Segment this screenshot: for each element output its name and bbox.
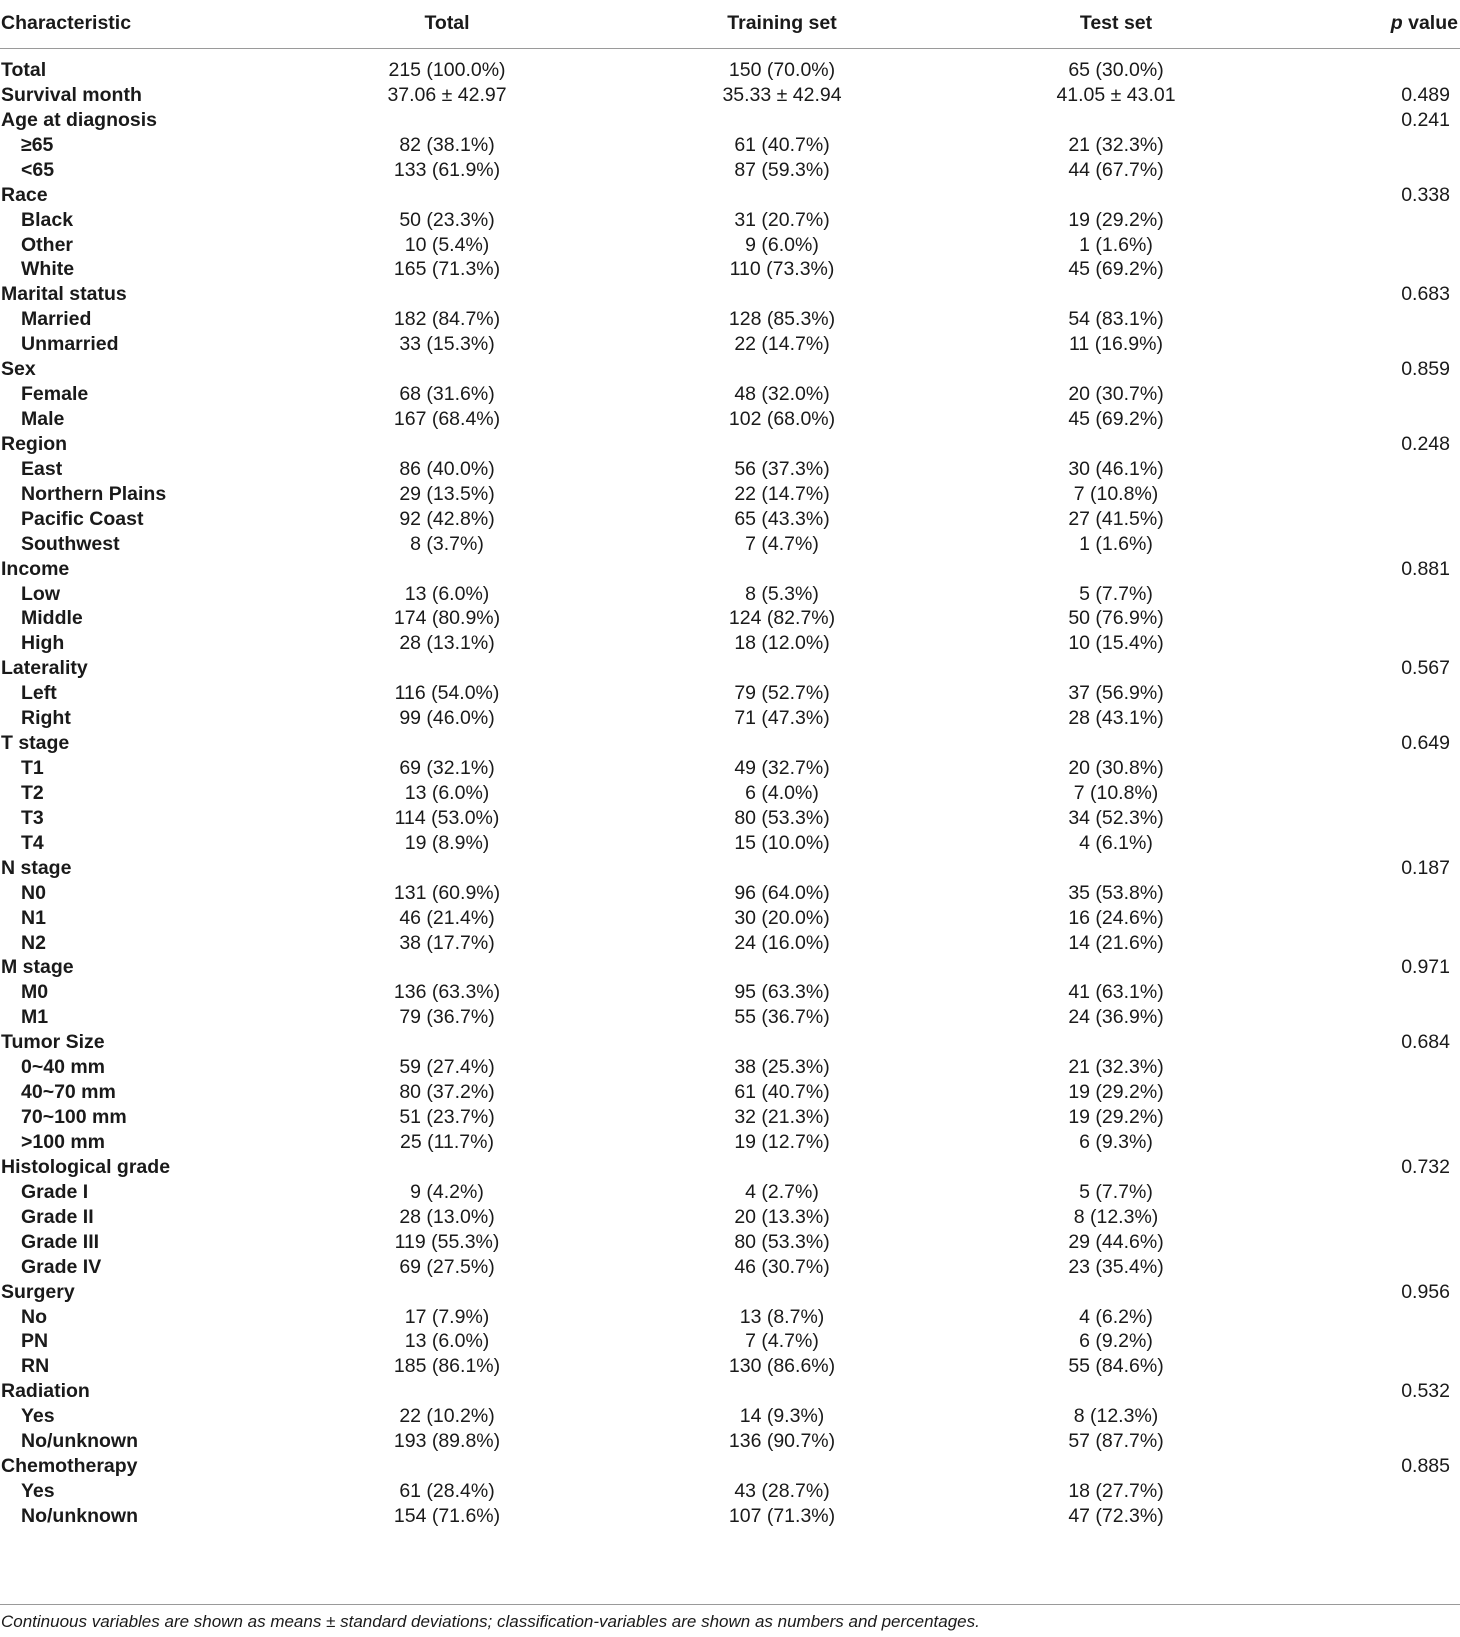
table-row: White 165 (71.3%) 110 (73.3%) 45 (69.2%) [21, 258, 1164, 281]
table-row: 0~40 mm 59 (27.4%) 38 (25.3%) 21 (32.3%) [21, 1056, 1164, 1079]
cell-characteristic: Radiation [1, 1380, 90, 1403]
header-characteristic: Characteristic [1, 12, 132, 34]
cell-characteristic: M1 [21, 1006, 49, 1029]
table-row-category [0, 556, 1460, 582]
cell-characteristic: High [21, 632, 65, 655]
table-row: Middle 174 (80.9%) 124 (82.7%) 50 (76.9%) [21, 607, 1164, 630]
cell-p-value: 0.187 [1401, 856, 1450, 879]
cell-characteristic: Low [21, 582, 60, 605]
cell-characteristic: M stage [1, 956, 74, 979]
cell-p-value: 0.881 [1401, 557, 1450, 580]
header-p-letter: p [1390, 12, 1403, 34]
table-row: Grade III 119 (55.3%) 80 (53.3%) 29 (44.6%) [21, 1230, 1164, 1253]
table-row: No/unknown 154 (71.6%) 107 (71.3%) 47 (72.3%) [21, 1504, 1164, 1527]
table-row-category [0, 855, 1460, 881]
table-row: RN 185 (86.1%) 130 (86.6%) 55 (84.6%) [21, 1355, 1164, 1378]
table-row: >100 mm 25 (11.7%) 19 (12.7%) 6 (9.3%) [21, 1130, 1153, 1153]
cell-characteristic: Chemotherapy [1, 1455, 138, 1478]
cell-characteristic: Northern Plains [21, 482, 167, 505]
table-row: No/unknown 193 (89.8%) 136 (90.7%) 57 (87.7%) [21, 1430, 1164, 1453]
cell-p-value: 0.532 [1401, 1380, 1450, 1403]
cell-characteristic: Grade II [21, 1205, 94, 1228]
cell-p-value: 0.567 [1401, 657, 1450, 680]
cell-p-value: 0.684 [1401, 1031, 1450, 1054]
cell-p-value: 0.971 [1401, 956, 1450, 979]
table-row-category [0, 954, 1460, 980]
cell-characteristic: T1 [21, 757, 44, 780]
table-row: Grade II 28 (13.0%) 20 (13.3%) 8 (12.3%) [21, 1205, 1159, 1228]
table-row-category: Total 215 (100.0%) 150 (70.0%) 65 (30.0%) [1, 59, 1164, 81]
table-row-category: Survival month 37.06 ± 42.97 35.33 ± 42.94 41.05 ± 43.01 0.489 [1, 83, 1450, 106]
cell-characteristic: Race [1, 183, 48, 206]
cell-characteristic: Age at diagnosis [1, 108, 158, 131]
table-row: Black 50 (23.3%) 31 (20.7%) 19 (29.2%) [21, 208, 1164, 231]
cell-characteristic: No [21, 1305, 47, 1328]
cell-characteristic: Female [21, 383, 89, 406]
cell-p-value: 0.489 [1401, 83, 1450, 106]
table-row: Unmarried 33 (15.3%) 22 (14.7%) 11 (16.9%) [21, 333, 1163, 356]
cell-characteristic: Pacific Coast [21, 507, 144, 530]
cell-p-value: 0.683 [1401, 283, 1450, 306]
cell-characteristic: Laterality [1, 657, 88, 680]
header-test-text: Test set [1079, 12, 1153, 34]
cell-p-value: 0.338 [1401, 183, 1450, 206]
cell-characteristic: <65 [21, 158, 55, 181]
table-row-category [0, 356, 1460, 382]
cell-characteristic: No/unknown [21, 1504, 138, 1527]
cell-characteristic: Yes [21, 1480, 55, 1502]
table-row: Male 167 (68.4%) 102 (68.0%) 45 (69.2%) [21, 408, 1164, 431]
table-row-category [0, 655, 1460, 681]
table-row: N0 131 (60.9%) 96 (64.0%) 35 (53.8%) [21, 881, 1164, 904]
cell-characteristic: No/unknown [21, 1430, 138, 1453]
table-row-category [0, 1378, 1460, 1404]
table-row: Right 99 (46.0%) 71 (47.3%) 28 (43.1%) [21, 707, 1164, 730]
cell-characteristic: >100 mm [21, 1130, 106, 1153]
cell-characteristic: Marital status [1, 283, 127, 306]
cell-characteristic: PN [21, 1330, 49, 1353]
header-p-value [1391, 12, 1458, 35]
table-row: T4 19 (8.9%) 15 (10.0%) 4 (6.1%) [21, 831, 1153, 854]
cell-characteristic: Histological grade [1, 1155, 171, 1178]
cell-characteristic: 40~70 mm [21, 1081, 116, 1104]
cell-characteristic: Male [21, 408, 65, 431]
table-header [0, 0, 1460, 49]
cell-characteristic: M0 [21, 981, 49, 1004]
table-row-category [0, 431, 1460, 457]
table-row: T3 114 (53.0%) 80 (53.3%) 34 (52.3%) [21, 806, 1164, 829]
cell-characteristic: Middle [21, 607, 83, 630]
table-row: Yes 61 (28.4%) 43 (28.7%) 18 (27.7%) [21, 1480, 1164, 1502]
table-row: <65 133 (61.9%) 87 (59.3%) 44 (67.7%) [21, 158, 1164, 181]
table-row: East 86 (40.0%) 56 (37.3%) 30 (46.1%) [21, 457, 1164, 480]
cell-characteristic: Yes [21, 1405, 55, 1428]
cell-characteristic: Grade I [21, 1180, 89, 1203]
cell-characteristic: Tumor Size [1, 1031, 105, 1054]
table-row: Married 182 (84.7%) 128 (85.3%) 54 (83.1%) [21, 308, 1164, 331]
cell-characteristic: 70~100 mm [21, 1106, 127, 1129]
cell-characteristic: Other [21, 233, 74, 256]
cell-p-value: 0.732 [1401, 1155, 1450, 1178]
cell-characteristic: Region [1, 432, 68, 455]
cell-characteristic: T stage [1, 732, 70, 755]
cell-characteristic: Surgery [1, 1280, 75, 1303]
cell-characteristic: White [21, 258, 75, 281]
cell-p-value: 0.248 [1401, 432, 1450, 455]
cell-characteristic: N stage [1, 856, 72, 879]
cell-characteristic: Married [21, 308, 92, 331]
table-row: PN 13 (6.0%) 7 (4.7%) 6 (9.2%) [21, 1330, 1153, 1353]
cell-p-value: 0.649 [1401, 732, 1450, 755]
header-p-rest: value [1402, 12, 1458, 34]
cell-characteristic: T2 [21, 781, 44, 804]
table-row: Low 13 (6.0%) 8 (5.3%) 5 (7.7%) [21, 582, 1153, 605]
cell-characteristic: 0~40 mm [21, 1056, 106, 1079]
table-row-category [0, 182, 1460, 208]
cell-characteristic: ≥65 [21, 133, 54, 156]
cell-characteristic: Total [1, 59, 47, 81]
table-row: No 17 (7.9%) 13 (8.7%) 4 (6.2%) [21, 1305, 1153, 1328]
cell-p-value: 0.859 [1401, 358, 1450, 381]
table-row-category [0, 730, 1460, 756]
cell-p-value: 0.885 [1401, 1455, 1450, 1478]
table-row: Other 10 (5.4%) 9 (6.0%) 1 (1.6%) [21, 233, 1153, 256]
cell-characteristic: Grade IV [21, 1255, 102, 1278]
cell-characteristic: T4 [21, 831, 44, 854]
cell-characteristic: N2 [21, 931, 46, 954]
cell-characteristic: Sex [1, 358, 36, 381]
cell-characteristic: N0 [21, 881, 46, 904]
cell-characteristic: Left [21, 682, 57, 705]
header-total-text: Total [424, 12, 470, 34]
table-row: Northern Plains 29 (13.5%) 22 (14.7%) 7 (10.8%) [21, 482, 1159, 505]
header-training-text: Training set [727, 12, 837, 34]
table-row: T1 69 (32.1%) 49 (32.7%) 20 (30.8%) [21, 757, 1164, 780]
table-row: 40~70 mm 80 (37.2%) 61 (40.7%) 19 (29.2%) [21, 1081, 1164, 1104]
table-row: Yes 22 (10.2%) 14 (9.3%) 8 (12.3%) [21, 1405, 1159, 1428]
table-row-category [0, 281, 1460, 307]
table-row: ≥65 82 (38.1%) 61 (40.7%) 21 (32.3%) [21, 133, 1164, 156]
table-row-category [0, 1154, 1460, 1180]
table-row: Grade IV 69 (27.5%) 46 (30.7%) 23 (35.4%) [21, 1255, 1164, 1278]
table-row: Female 68 (31.6%) 48 (32.0%) 20 (30.7%) [21, 383, 1164, 406]
cell-characteristic: Grade III [21, 1230, 100, 1253]
table-row-category [0, 1029, 1460, 1055]
cell-characteristic: N1 [21, 906, 46, 929]
table-row: High 28 (13.1%) 18 (12.0%) 10 (15.4%) [21, 632, 1164, 655]
table-row: Southwest 8 (3.7%) 7 (4.7%) 1 (1.6%) [21, 532, 1153, 555]
cell-characteristic: Survival month [1, 83, 142, 106]
table-row: Grade I 9 (4.2%) 4 (2.7%) 5 (7.7%) [21, 1180, 1153, 1203]
cell-characteristic: Right [21, 707, 71, 730]
cell-characteristic: Unmarried [21, 333, 119, 356]
table-row-category [0, 1279, 1460, 1305]
table-footnote [0, 1604, 1460, 1631]
table-row: T2 13 (6.0%) 6 (4.0%) 7 (10.8%) [21, 781, 1159, 804]
cell-characteristic: RN [21, 1355, 50, 1378]
table-row: Pacific Coast 92 (42.8%) 65 (43.3%) 27 (41.5%) [21, 507, 1164, 530]
cell-characteristic: East [21, 457, 63, 480]
cell-characteristic: T3 [21, 806, 44, 829]
cell-characteristic: Southwest [21, 532, 120, 555]
table-row: M0 136 (63.3%) 95 (63.3%) 41 (63.1%) [21, 981, 1164, 1004]
cell-p-value: 0.956 [1401, 1280, 1450, 1303]
table-row: N2 38 (17.7%) 24 (16.0%) 14 (21.6%) [21, 931, 1164, 954]
cell-characteristic: Black [21, 208, 74, 231]
table-row-category [0, 107, 1460, 133]
cell-p-value: 0.241 [1401, 108, 1450, 131]
table-row: N1 46 (21.4%) 30 (20.0%) 16 (24.6%) [21, 906, 1164, 929]
cell-characteristic: Income [1, 557, 70, 580]
table-row: M1 79 (36.7%) 55 (36.7%) 24 (36.9%) [21, 1006, 1164, 1029]
table-row: 70~100 mm 51 (23.7%) 32 (21.3%) 19 (29.2%) [21, 1106, 1164, 1129]
table-row: Left 116 (54.0%) 79 (52.7%) 37 (56.9%) [21, 682, 1164, 705]
footnote-text: Continuous variables are shown as means ± standard deviations; classification-variables are shown as numbers and percentages. [1, 1612, 980, 1631]
table-row-category [0, 1453, 1460, 1479]
